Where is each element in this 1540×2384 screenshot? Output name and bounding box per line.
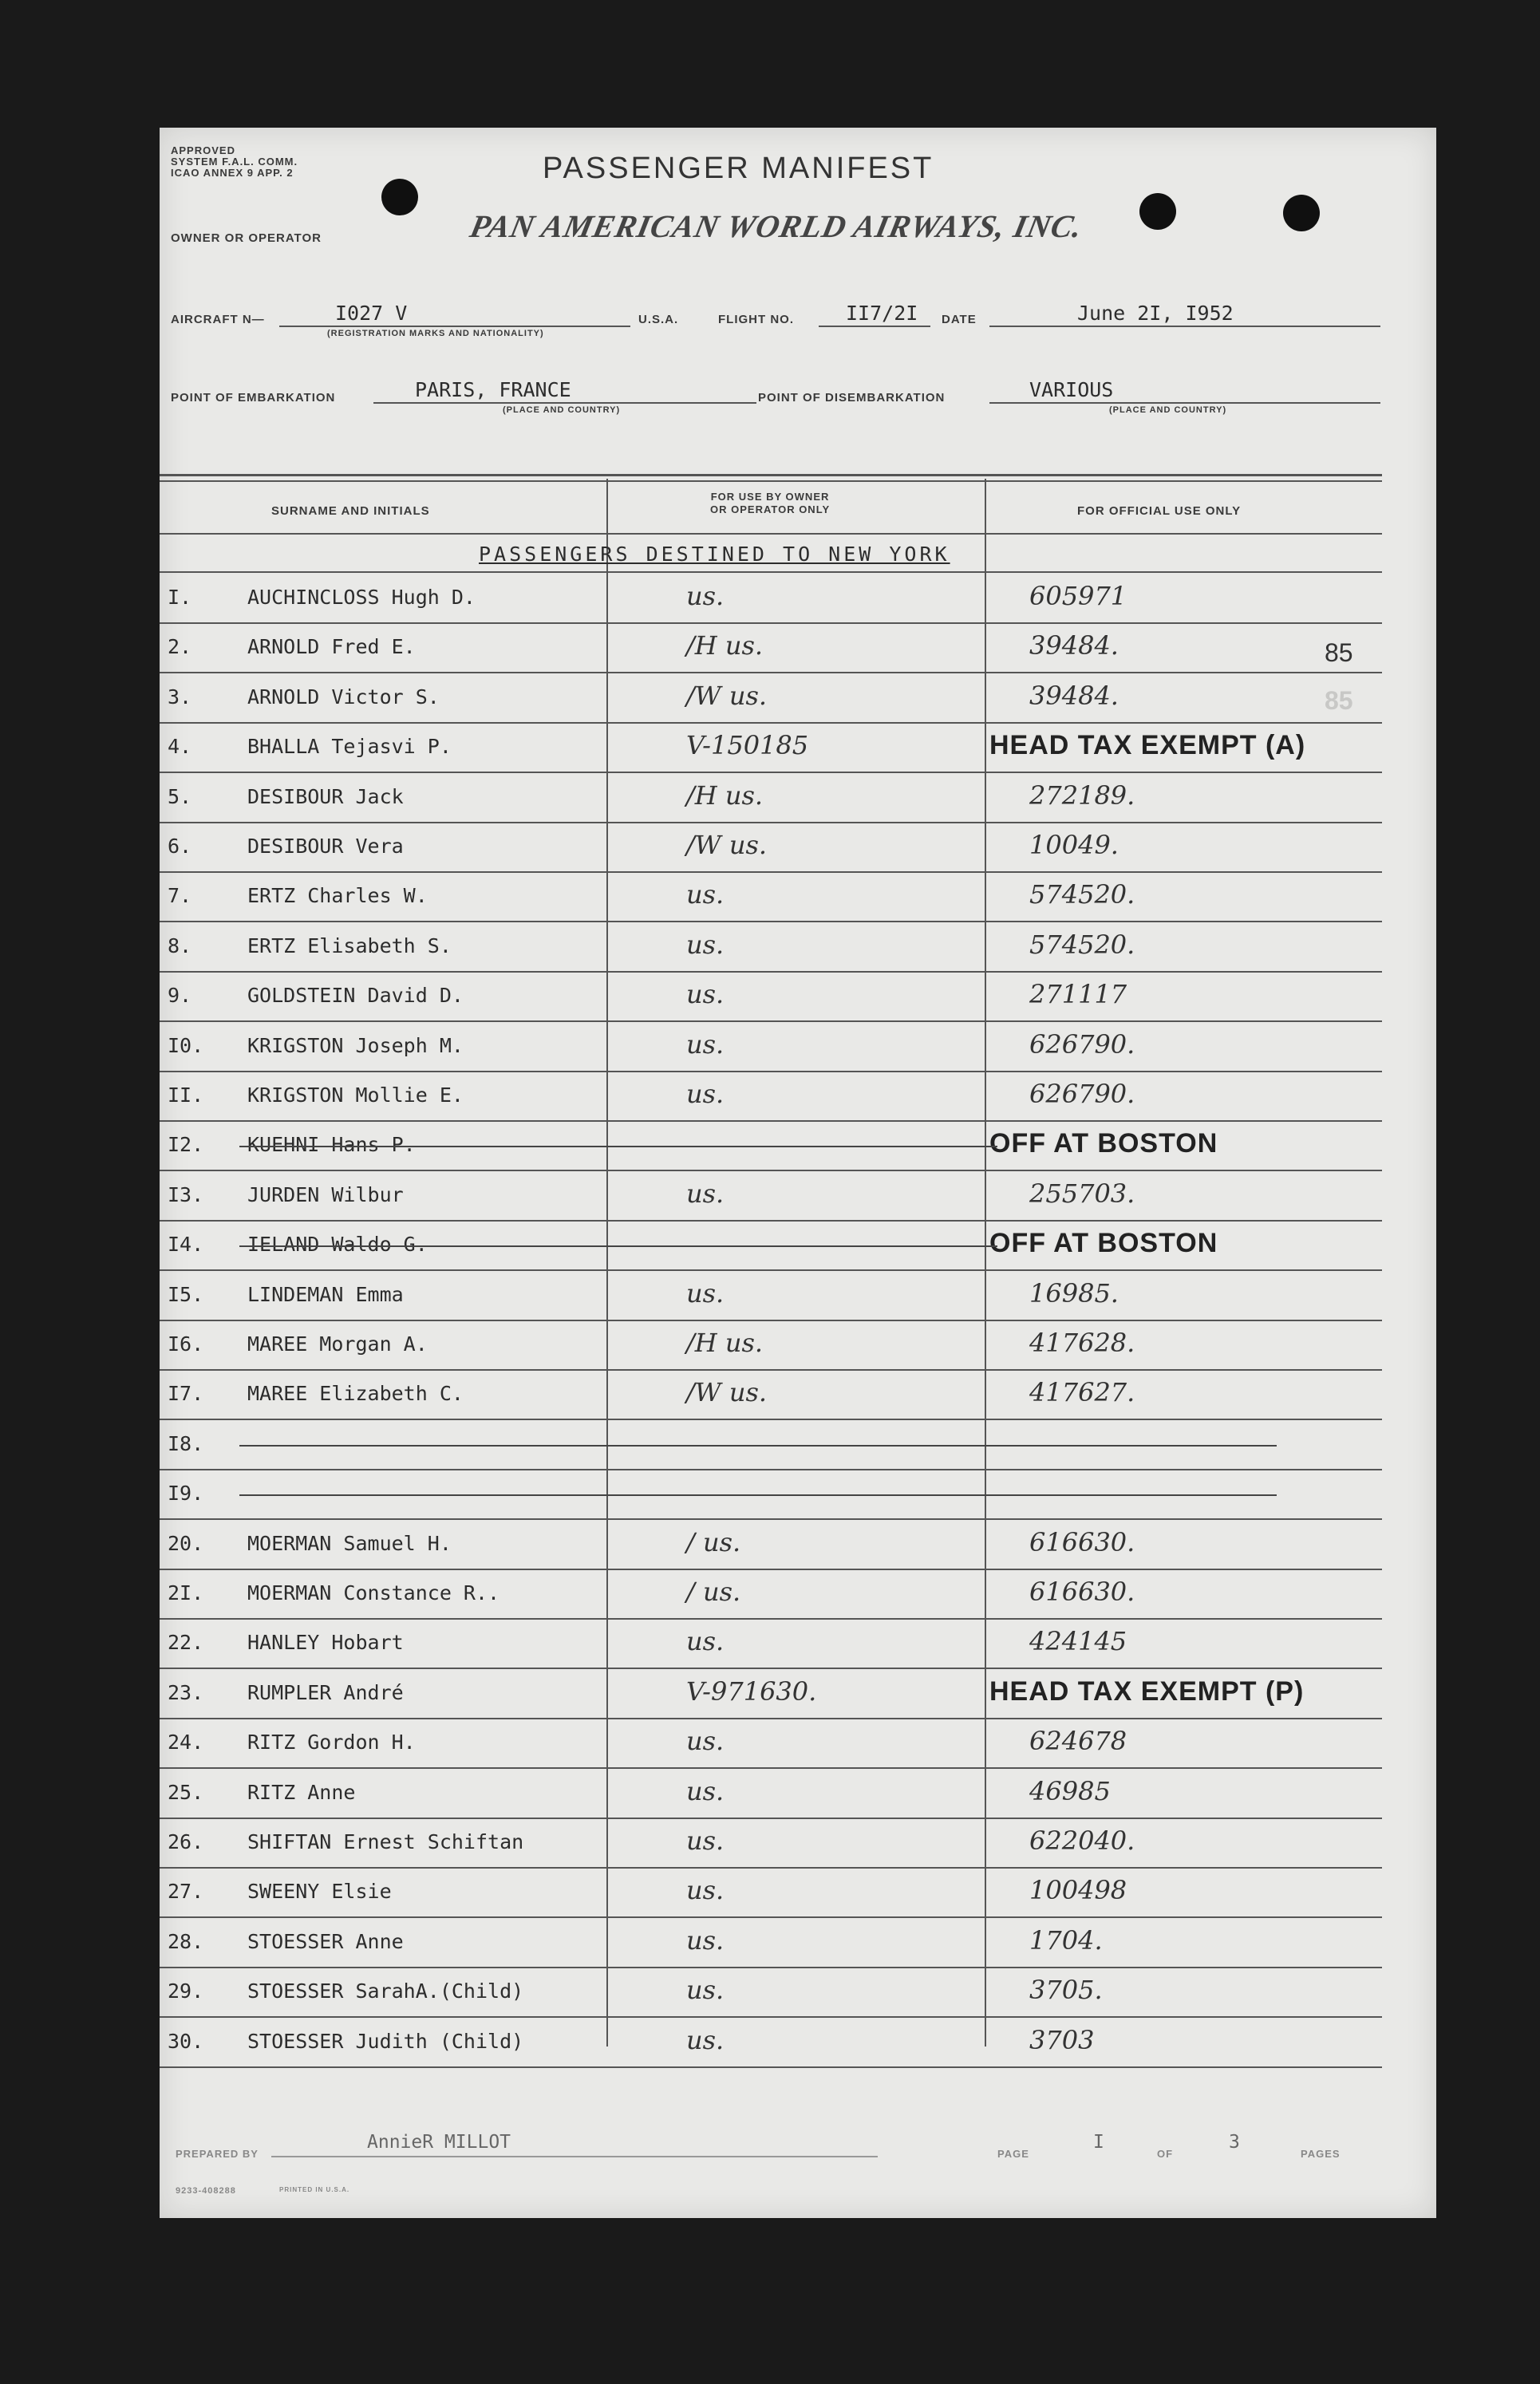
embark-value: PARIS, FRANCE: [415, 378, 571, 401]
of-label: OF: [1157, 2148, 1174, 2160]
row-number: I2.: [168, 1133, 204, 1157]
passenger-name: KUEHNI Hans P.: [247, 1133, 416, 1157]
date-label: DATE: [942, 313, 977, 326]
aircraft-value: I027 V: [335, 302, 408, 325]
operator-note: us.: [686, 1626, 725, 1657]
table-row: [160, 973, 1382, 1022]
official-entry: HEAD TAX EXEMPT (A): [989, 730, 1306, 761]
table-row: [160, 574, 1382, 624]
table-row: [160, 1023, 1382, 1072]
operator-note: us.: [686, 1825, 725, 1856]
embark-caption: (PLACE AND COUNTRY): [503, 405, 621, 415]
passenger-name: RITZ Gordon H.: [247, 1731, 416, 1754]
passenger-name: SWEENY Elsie: [247, 1880, 392, 1904]
official-entry: HEAD TAX EXEMPT (P): [989, 1676, 1305, 1707]
table-row: [160, 1521, 1382, 1570]
passenger-name: RITZ Anne: [247, 1780, 356, 1804]
punch-hole-1: [381, 179, 418, 215]
official-entry: 626790.: [1029, 1079, 1135, 1109]
operator-note: us.: [686, 581, 725, 611]
disembark-label: POINT OF DISEMBARKATION: [758, 391, 946, 405]
registration-caption: (REGISTRATION MARKS AND NATIONALITY): [327, 329, 544, 338]
row-number: I3.: [168, 1182, 204, 1206]
row-number: 27.: [168, 1880, 204, 1904]
official-entry: 574520.: [1029, 929, 1135, 960]
official-entry: 1704.: [1029, 1924, 1103, 1956]
passenger-name: ERTZ Elisabeth S.: [247, 933, 452, 957]
table-row: [160, 1670, 1382, 1719]
operator-note: us.: [686, 1875, 725, 1906]
table-row: [160, 1570, 1382, 1620]
approval-line: ICAO ANNEX 9 APP. 2: [171, 167, 294, 179]
strike-through-line: [239, 1146, 997, 1147]
row-number: 3.: [168, 685, 192, 708]
row-number: 6.: [168, 835, 192, 858]
table-row: [160, 1272, 1382, 1321]
flight-value: II7/2I: [846, 302, 918, 325]
official-entry: 622040.: [1029, 1825, 1135, 1856]
official-entry: OFF AT BOSTON: [989, 1228, 1218, 1259]
row-number: II.: [168, 1083, 204, 1107]
usa-label: U.S.A.: [638, 313, 679, 326]
row-number: 20.: [168, 1531, 204, 1555]
column-header-owner-line: OR OPERATOR ONLY: [710, 503, 831, 515]
passenger-name: MOERMAN Constance R..: [247, 1581, 500, 1604]
of-value: 3: [1229, 2132, 1240, 2153]
passenger-name: STOESSER Anne: [247, 1929, 404, 1953]
passenger-name: KRIGSTON Mollie E.: [247, 1083, 464, 1107]
form-title: PASSENGER MANIFEST: [543, 152, 934, 185]
form-code: 9233-408288: [176, 2186, 236, 2196]
operator-note: / us.: [686, 1577, 741, 1607]
passenger-name: HANLEY Hobart: [247, 1631, 404, 1655]
official-entry: 3705.: [1029, 1975, 1103, 2006]
owner-label: OWNER OR OPERATOR: [171, 231, 322, 245]
operator-note: /H us.: [686, 1328, 764, 1358]
operator-note: V-150185: [686, 730, 809, 761]
official-entry: 417627.: [1029, 1377, 1135, 1408]
passenger-name: KRIGSTON Joseph M.: [247, 1033, 464, 1057]
strike-through-line: [239, 1494, 1277, 1496]
table-row: [160, 1172, 1382, 1222]
operator-note: us.: [686, 879, 725, 910]
official-entry: OFF AT BOSTON: [989, 1128, 1218, 1159]
official-entry: 272189.: [1029, 780, 1135, 811]
passenger-name: STOESSER SarahA.(Child): [247, 1979, 524, 2003]
row-number: 24.: [168, 1731, 204, 1754]
operator-note: us.: [686, 929, 725, 960]
table-row: [160, 1122, 1382, 1171]
row-number: I8.: [168, 1431, 204, 1455]
table-row: [160, 1770, 1382, 1819]
table-row: [160, 823, 1382, 873]
table-row: [160, 724, 1382, 773]
punch-hole-3: [1283, 195, 1320, 231]
embark-label: POINT OF EMBARKATION: [171, 391, 336, 405]
official-entry: 574520.: [1029, 879, 1135, 910]
airline-name: PAN AMERICAN WORLD AIRWAYS, INC.: [467, 208, 1087, 244]
official-entry: 417628.: [1029, 1328, 1135, 1358]
official-entry: 616630.: [1029, 1526, 1135, 1557]
passenger-name: MAREE Elizabeth C.: [247, 1382, 464, 1406]
row-number: 25.: [168, 1780, 204, 1804]
table-row: [160, 1321, 1382, 1371]
table-row: [160, 923, 1382, 973]
operator-note: us.: [686, 1277, 725, 1308]
row-number: 7.: [168, 884, 192, 908]
operator-note: us.: [686, 1924, 725, 1956]
passenger-name: DESIBOUR Jack: [247, 784, 404, 808]
row-number: I6.: [168, 1332, 204, 1356]
official-entry: 46985: [1029, 1775, 1111, 1806]
official-entry: 39484.: [1029, 680, 1119, 711]
side-mark-faded: 85: [1325, 686, 1353, 715]
row-number: I5.: [168, 1282, 204, 1306]
operator-note: us.: [686, 2024, 725, 2055]
row-number: 28.: [168, 1929, 204, 1953]
row-number: I.: [168, 586, 192, 609]
flight-label: FLIGHT NO.: [718, 313, 794, 326]
official-entry: 605971: [1029, 581, 1127, 611]
passenger-name: IELAND Waldo G.: [247, 1233, 428, 1257]
table-row: [160, 1470, 1382, 1520]
table-row: [160, 1421, 1382, 1470]
prepared-label: PREPARED BY: [176, 2148, 259, 2160]
operator-note: us.: [686, 1726, 725, 1757]
column-header-owner: [710, 491, 830, 516]
row-number: 9.: [168, 984, 192, 1008]
row-number: I9.: [168, 1482, 204, 1506]
official-entry: 16985.: [1029, 1277, 1119, 1308]
approval-line: APPROVED: [171, 144, 235, 156]
manifest-sheet: [160, 128, 1436, 2218]
official-entry: 616630.: [1029, 1577, 1135, 1607]
operator-note: us.: [686, 1975, 725, 2006]
row-number: 5.: [168, 784, 192, 808]
approval-note: [171, 145, 298, 179]
official-entry: 626790.: [1029, 1028, 1135, 1060]
row-number: 8.: [168, 933, 192, 957]
column-header-official: FOR OFFICIAL USE ONLY: [1077, 504, 1242, 518]
disembark-caption: (PLACE AND COUNTRY): [1109, 405, 1227, 415]
official-entry: 255703.: [1029, 1178, 1135, 1209]
table-row: [160, 873, 1382, 922]
passenger-name: STOESSER Judith (Child): [247, 2029, 524, 2053]
date-value: June 2I, I952: [1077, 302, 1234, 325]
operator-note: /W us.: [686, 680, 768, 711]
official-entry: 39484.: [1029, 630, 1119, 661]
pages-label: PAGES: [1301, 2148, 1341, 2160]
printer-mark: PRINTED IN U.S.A.: [279, 2186, 350, 2193]
column-header-owner-line: FOR USE BY OWNER: [710, 491, 830, 503]
official-entry: 624678: [1029, 1726, 1127, 1757]
operator-note: us.: [686, 1178, 725, 1209]
passenger-name: ARNOLD Victor S.: [247, 685, 440, 708]
table-row: [160, 1222, 1382, 1271]
table-row: [160, 1371, 1382, 1420]
column-header-name: SURNAME AND INITIALS: [271, 504, 430, 518]
approval-line: SYSTEM F.A.L. COMM.: [171, 156, 298, 168]
passenger-name: AUCHINCLOSS Hugh D.: [247, 586, 476, 609]
punch-hole-2: [1139, 193, 1176, 230]
table-row: [160, 1968, 1382, 2018]
passenger-name: GOLDSTEIN David D.: [247, 984, 464, 1008]
operator-note: us.: [686, 1775, 725, 1806]
operator-note: /W us.: [686, 1377, 768, 1408]
table-row: [160, 1719, 1382, 1769]
official-entry: 3703: [1029, 2024, 1095, 2055]
official-entry: 271117: [1029, 979, 1127, 1010]
operator-note: us.: [686, 1079, 725, 1109]
passenger-name: MOERMAN Samuel H.: [247, 1531, 452, 1555]
row-number: 30.: [168, 2029, 204, 2053]
passenger-name: RUMPLER André: [247, 1680, 404, 1704]
passenger-name: LINDEMAN Emma: [247, 1282, 404, 1306]
passenger-name: BHALLA Tejasvi P.: [247, 735, 452, 759]
page-label: PAGE: [997, 2148, 1029, 2160]
row-number: I0.: [168, 1033, 204, 1057]
disembark-value: VARIOUS: [1029, 378, 1114, 401]
table-row: [160, 1869, 1382, 1918]
table-row: [160, 2019, 1382, 2068]
official-entry: 424145: [1029, 1626, 1127, 1657]
official-entry: 100498: [1029, 1875, 1127, 1906]
row-number: 26.: [168, 1830, 204, 1853]
passenger-name: ERTZ Charles W.: [247, 884, 428, 908]
operator-note: /H us.: [686, 630, 764, 661]
table-row: [160, 1919, 1382, 1968]
aircraft-label: AIRCRAFT N—: [171, 313, 265, 326]
row-number: 4.: [168, 735, 192, 759]
passenger-name: MAREE Morgan A.: [247, 1332, 428, 1356]
strike-through-line: [239, 1245, 997, 1247]
table-row: [160, 1819, 1382, 1869]
operator-note: us.: [686, 979, 725, 1010]
row-number: 29.: [168, 1979, 204, 2003]
side-mark: 85: [1325, 638, 1353, 667]
table-row: [160, 1620, 1382, 1669]
row-divider: [160, 2066, 1382, 2068]
operator-note: us.: [686, 1028, 725, 1060]
section-heading: PASSENGERS DESTINED TO NEW YORK: [479, 543, 950, 566]
passenger-name: DESIBOUR Vera: [247, 835, 404, 858]
operator-note: / us.: [686, 1526, 741, 1557]
row-number: 22.: [168, 1631, 204, 1655]
prepared-value: AnnieR MILLOT: [367, 2132, 511, 2153]
operator-note: V-971630.: [686, 1676, 817, 1707]
official-entry: 10049.: [1029, 830, 1119, 860]
passenger-name: SHIFTAN Ernest Schiftan: [247, 1830, 524, 1853]
row-number: I4.: [168, 1233, 204, 1257]
table-row: [160, 624, 1382, 673]
page-value: I: [1093, 2132, 1104, 2153]
passenger-name: JURDEN Wilbur: [247, 1182, 404, 1206]
row-number: 2I.: [168, 1581, 204, 1604]
table-row: [160, 1072, 1382, 1122]
operator-note: /W us.: [686, 830, 768, 860]
operator-note: /H us.: [686, 780, 764, 811]
table-row: [160, 774, 1382, 823]
row-number: 2.: [168, 635, 192, 659]
strike-through-line: [239, 1445, 1277, 1447]
table-row: [160, 674, 1382, 724]
passenger-name: ARNOLD Fred E.: [247, 635, 416, 659]
row-number: I7.: [168, 1382, 204, 1406]
row-number: 23.: [168, 1680, 204, 1704]
